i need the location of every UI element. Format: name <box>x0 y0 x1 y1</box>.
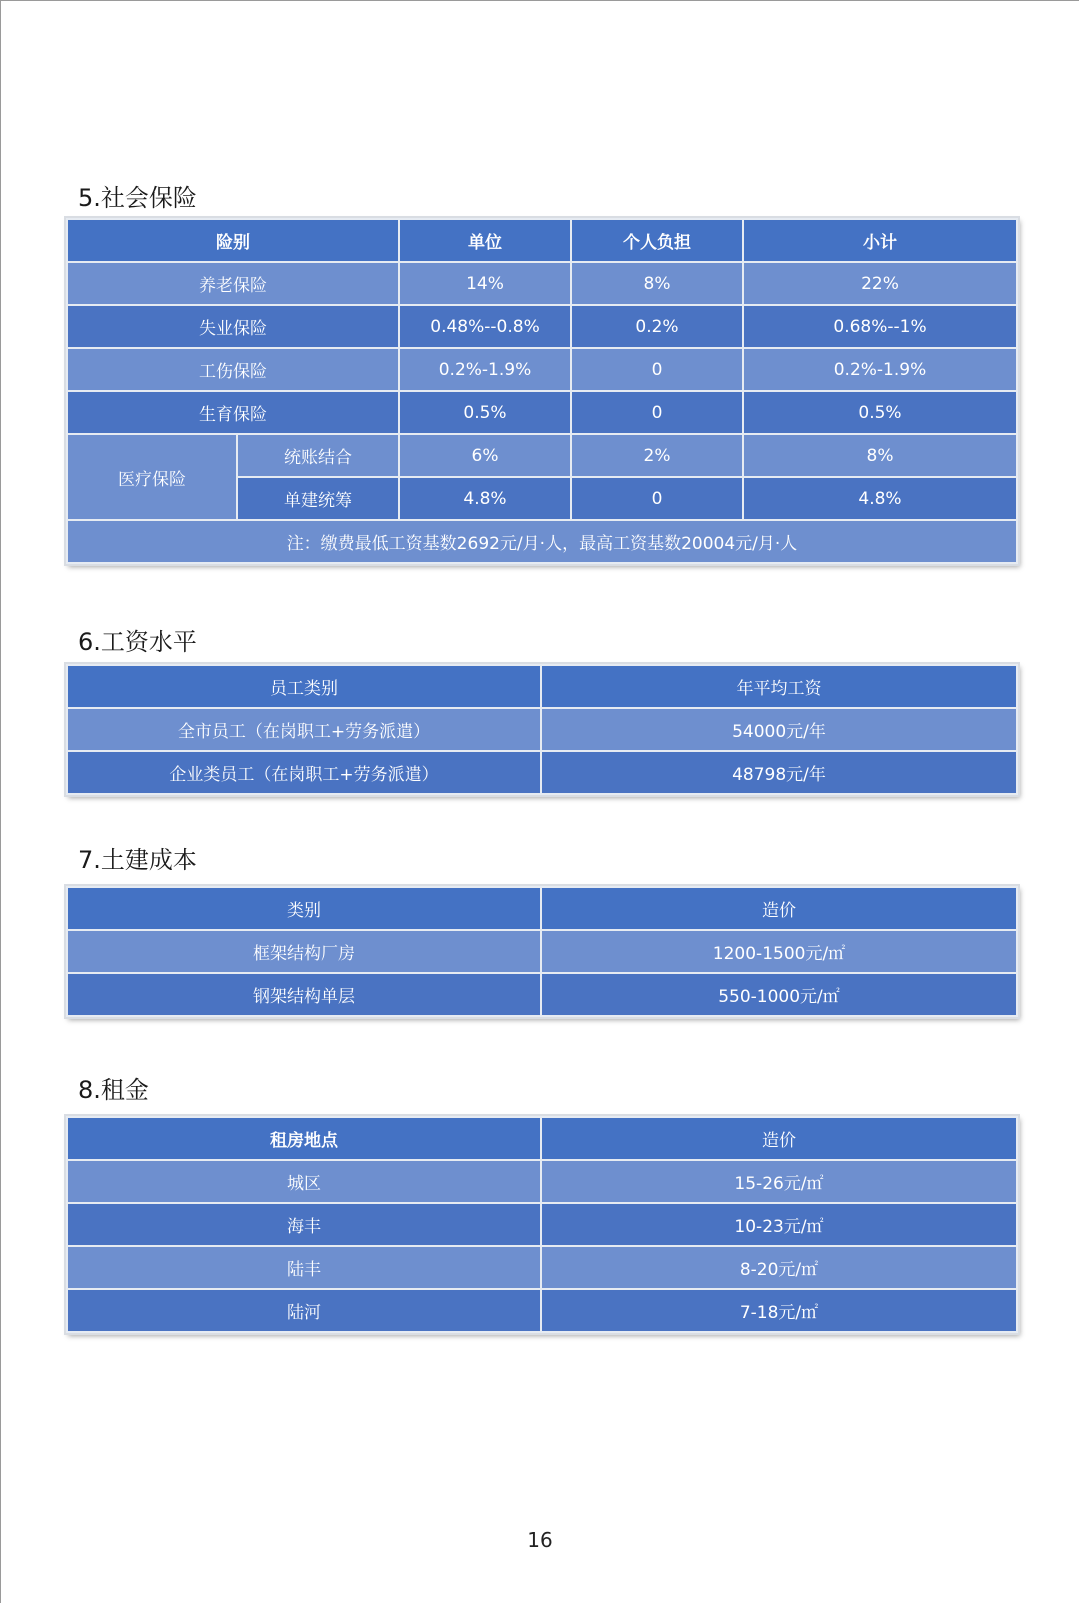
cell-personal: 2% <box>571 434 743 477</box>
column-header-location: 租房地点 <box>67 1117 541 1160</box>
cell-subtotal: 8% <box>743 434 1017 477</box>
table-row <box>67 1160 1017 1203</box>
table-header-row <box>67 219 1017 262</box>
row-label: 生育保险 <box>67 391 399 434</box>
column-header-category: 类别 <box>67 887 541 930</box>
page-number: 16 <box>527 1528 553 1552</box>
row-sublabel: 统账结合 <box>237 434 399 477</box>
cell-unit: 14% <box>399 262 571 305</box>
table-row <box>67 708 1017 751</box>
cell-subtotal: 0.2%-1.9% <box>743 348 1017 391</box>
column-header-average-wage: 年平均工资 <box>541 665 1017 708</box>
cell-value: 7-18元/㎡ <box>541 1289 1017 1332</box>
column-header-category: 员工类别 <box>67 665 541 708</box>
cell-subtotal: 22% <box>743 262 1017 305</box>
table-note: 注：缴费最低工资基数2692元/月·人，最高工资基数20004元/月·人 <box>67 520 1017 563</box>
table-row <box>67 305 1017 348</box>
cell-value: 10-23元/㎡ <box>541 1203 1017 1246</box>
column-header-unit: 单位 <box>399 219 571 262</box>
cell-unit: 0.5% <box>399 391 571 434</box>
cell-unit: 4.8% <box>399 477 571 520</box>
cell-personal: 0.2% <box>571 305 743 348</box>
table-row <box>67 930 1017 973</box>
cell-subtotal: 4.8% <box>743 477 1017 520</box>
construction-table <box>66 886 1018 1017</box>
cell-category: 钢架结构单层 <box>67 973 541 1016</box>
cell-unit: 0.48%--0.8% <box>399 305 571 348</box>
column-header-personal: 个人负担 <box>571 219 743 262</box>
cell-location: 海丰 <box>67 1203 541 1246</box>
table-row <box>67 973 1017 1016</box>
cell-location: 陆河 <box>67 1289 541 1332</box>
table-row <box>67 1289 1017 1332</box>
cell-personal: 8% <box>571 262 743 305</box>
row-label: 工伤保险 <box>67 348 399 391</box>
table-header-row <box>67 1117 1017 1160</box>
table-row <box>67 434 1017 477</box>
cell-location: 陆丰 <box>67 1246 541 1289</box>
rent-table <box>66 1116 1018 1333</box>
cell-personal: 0 <box>571 477 743 520</box>
cell-value: 1200-1500元/㎡ <box>541 930 1017 973</box>
table-header-row <box>67 887 1017 930</box>
table-row <box>67 751 1017 794</box>
section-title-wages: 6.工资水平 <box>78 628 197 656</box>
table-row <box>67 262 1017 305</box>
cell-unit: 0.2%-1.9% <box>399 348 571 391</box>
row-sublabel: 单建统筹 <box>237 477 399 520</box>
table-row <box>67 1246 1017 1289</box>
cell-value: 8-20元/㎡ <box>541 1246 1017 1289</box>
cell-personal: 0 <box>571 391 743 434</box>
cell-personal: 0 <box>571 348 743 391</box>
cell-value: 550-1000元/㎡ <box>541 973 1017 1016</box>
cell-value: 54000元/年 <box>541 708 1017 751</box>
row-label-medical: 医疗保险 <box>67 434 237 520</box>
table-header-row <box>67 665 1017 708</box>
wages-table <box>66 664 1018 795</box>
cell-category: 框架结构厂房 <box>67 930 541 973</box>
section-title-social-insurance: 5.社会保险 <box>78 184 197 212</box>
cell-location: 城区 <box>67 1160 541 1203</box>
section-title-construction: 7.土建成本 <box>78 846 197 874</box>
cell-subtotal: 0.68%--1% <box>743 305 1017 348</box>
cell-value: 15-26元/㎡ <box>541 1160 1017 1203</box>
column-header-cost: 造价 <box>541 1117 1017 1160</box>
column-header-type: 险别 <box>67 219 399 262</box>
cell-category: 企业类员工（在岗职工+劳务派遣） <box>67 751 541 794</box>
row-label: 养老保险 <box>67 262 399 305</box>
cell-value: 48798元/年 <box>541 751 1017 794</box>
social-insurance-table <box>66 218 1018 564</box>
table-note-row <box>67 520 1017 563</box>
cell-subtotal: 0.5% <box>743 391 1017 434</box>
row-label: 失业保险 <box>67 305 399 348</box>
cell-category: 全市员工（在岗职工+劳务派遣） <box>67 708 541 751</box>
table-row <box>67 1203 1017 1246</box>
table-row <box>67 391 1017 434</box>
table-row <box>67 348 1017 391</box>
column-header-subtotal: 小计 <box>743 219 1017 262</box>
cell-unit: 6% <box>399 434 571 477</box>
section-title-rent: 8.租金 <box>78 1076 149 1104</box>
column-header-cost: 造价 <box>541 887 1017 930</box>
